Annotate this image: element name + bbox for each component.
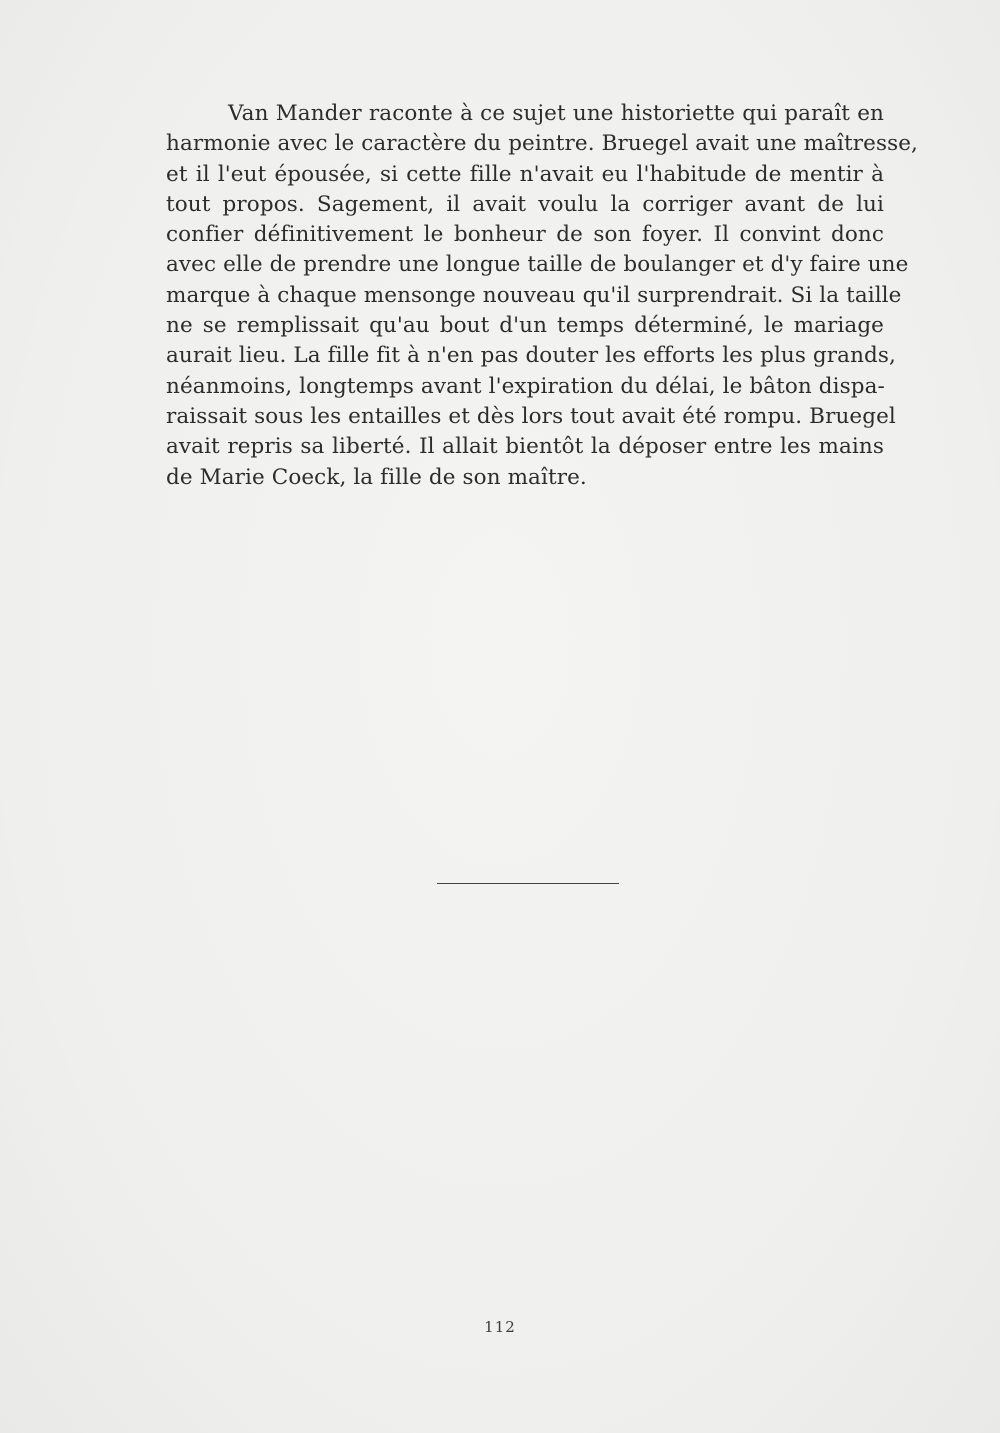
text-line: de Marie Coeck, la fille de son maître.: [166, 464, 587, 490]
text-line: avec elle de prendre une longue taille de boulanger et d'y faire une: [166, 252, 909, 278]
text-line: tout propos. Sagement, il avait voulu la corriger avant de lui: [166, 191, 884, 217]
text-line: et il l'eut épousée, si cette fille n'avait eu l'habitude de mentir à: [166, 161, 884, 187]
text-line: confier définitivement le bonheur de son foyer. Il convint donc: [166, 222, 884, 248]
text-line: harmonie avec le caractère du peintre. Bruegel avait une maîtresse,: [166, 131, 918, 157]
text-line: ne se remplissait qu'au bout d'un temps déterminé, le mariage: [166, 313, 884, 339]
body-paragraph: [166, 99, 918, 493]
text-line: raissait sous les entailles et dès lors tout avait été rompu. Bruegel: [166, 403, 896, 429]
section-divider: [437, 883, 619, 884]
text-line: Van Mander raconte à ce sujet une historiette qui paraît en: [228, 101, 884, 126]
text-line: néanmoins, longtemps avant l'expiration du délai, le bâton dispa-: [166, 373, 885, 399]
text-line: marque à chaque mensonge nouveau qu'il surprendrait. Si la taille: [166, 282, 902, 308]
page-number: 112: [484, 1318, 516, 1336]
text-line: avait repris sa liberté. Il allait bientôt la déposer entre les mains: [166, 434, 884, 460]
text-line: aurait lieu. La fille fit à n'en pas douter les efforts les plus grands,: [166, 343, 896, 369]
